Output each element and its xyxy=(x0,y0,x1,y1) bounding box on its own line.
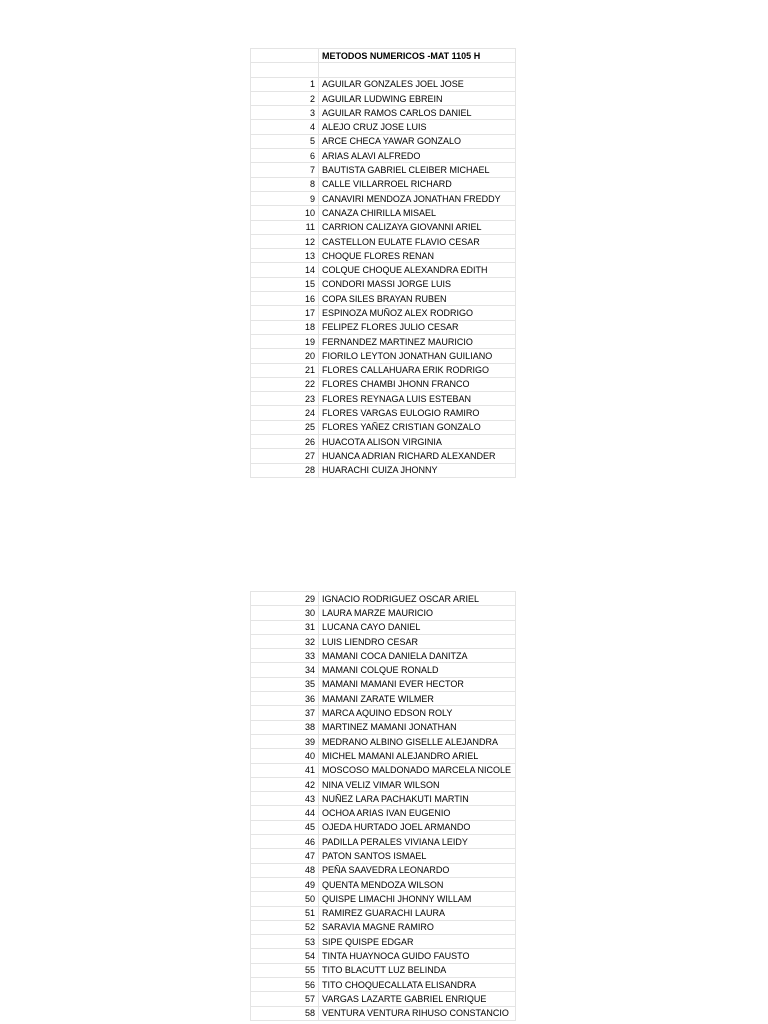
student-name: AGUILAR RAMOS CARLOS DANIEL xyxy=(319,106,516,120)
student-row xyxy=(251,206,516,220)
student-number: 44 xyxy=(251,806,319,820)
student-row xyxy=(251,234,516,248)
student-name: VENTURA VENTURA RIHUSO CONSTANCIO xyxy=(319,1006,516,1020)
student-row xyxy=(251,449,516,463)
student-row xyxy=(251,720,516,734)
student-number: 9 xyxy=(251,191,319,205)
student-number: 14 xyxy=(251,263,319,277)
student-name: CASTELLON EULATE FLAVIO CESAR xyxy=(319,234,516,248)
student-name: QUENTA MENDOZA WILSON xyxy=(319,877,516,891)
student-name: OJEDA HURTADO JOEL ARMANDO xyxy=(319,820,516,834)
student-number: 31 xyxy=(251,620,319,634)
student-row xyxy=(251,849,516,863)
student-name: CANAZA CHIRILLA MISAEL xyxy=(319,206,516,220)
student-name: ALEJO CRUZ JOSE LUIS xyxy=(319,120,516,134)
student-name: HUANCA ADRIAN RICHARD ALEXANDER xyxy=(319,449,516,463)
student-name: CANAVIRI MENDOZA JONATHAN FREDDY xyxy=(319,191,516,205)
student-number: 4 xyxy=(251,120,319,134)
student-name: ARIAS ALAVI ALFREDO xyxy=(319,149,516,163)
student-row xyxy=(251,320,516,334)
student-number: 28 xyxy=(251,463,319,477)
student-row xyxy=(251,692,516,706)
student-row xyxy=(251,992,516,1006)
student-name: VARGAS LAZARTE GABRIEL ENRIQUE xyxy=(319,992,516,1006)
student-row xyxy=(251,377,516,391)
student-name: TITO BLACUTT LUZ BELINDA xyxy=(319,963,516,977)
student-number: 27 xyxy=(251,449,319,463)
student-row xyxy=(251,749,516,763)
student-row xyxy=(251,149,516,163)
student-number: 7 xyxy=(251,163,319,177)
student-number: 16 xyxy=(251,292,319,306)
student-row xyxy=(251,420,516,434)
student-number: 45 xyxy=(251,820,319,834)
student-name: ESPINOZA MUÑOZ ALEX RODRIGO xyxy=(319,306,516,320)
student-number: 15 xyxy=(251,277,319,291)
student-name: COLQUE CHOQUE ALEXANDRA EDITH xyxy=(319,263,516,277)
student-row xyxy=(251,820,516,834)
student-row xyxy=(251,935,516,949)
student-row xyxy=(251,463,516,477)
student-row xyxy=(251,91,516,105)
student-number: 47 xyxy=(251,849,319,863)
student-number: 41 xyxy=(251,763,319,777)
student-row xyxy=(251,406,516,420)
student-number: 54 xyxy=(251,949,319,963)
student-number: 32 xyxy=(251,634,319,648)
student-number: 11 xyxy=(251,220,319,234)
student-row xyxy=(251,978,516,992)
student-row xyxy=(251,1006,516,1020)
student-name: FLORES CHAMBI JHONN FRANCO xyxy=(319,377,516,391)
student-row xyxy=(251,920,516,934)
student-name: HUARACHI CUIZA JHONNY xyxy=(319,463,516,477)
student-number: 25 xyxy=(251,420,319,434)
student-row xyxy=(251,649,516,663)
student-number: 33 xyxy=(251,649,319,663)
student-name: CONDORI MASSI JORGE LUIS xyxy=(319,277,516,291)
student-name: FLORES CALLAHUARA ERIK RODRIGO xyxy=(319,363,516,377)
student-number: 46 xyxy=(251,835,319,849)
student-row xyxy=(251,877,516,891)
blank-row xyxy=(251,63,516,77)
student-number: 8 xyxy=(251,177,319,191)
student-name: NUÑEZ LARA PACHAKUTI MARTIN xyxy=(319,792,516,806)
student-row xyxy=(251,763,516,777)
student-name: CALLE VILLARROEL RICHARD xyxy=(319,177,516,191)
student-number: 29 xyxy=(251,592,319,606)
student-number: 1 xyxy=(251,77,319,91)
student-row xyxy=(251,177,516,191)
student-number: 21 xyxy=(251,363,319,377)
student-row xyxy=(251,263,516,277)
student-name: MAMANI MAMANI EVER HECTOR xyxy=(319,677,516,691)
student-name: FLORES VARGAS EULOGIO RAMIRO xyxy=(319,406,516,420)
student-number: 57 xyxy=(251,992,319,1006)
student-name: BAUTISTA GABRIEL CLEIBER MICHAEL xyxy=(319,163,516,177)
student-number: 53 xyxy=(251,935,319,949)
student-number: 50 xyxy=(251,892,319,906)
student-row xyxy=(251,663,516,677)
student-row xyxy=(251,120,516,134)
student-name: SIPE QUISPE EDGAR xyxy=(319,935,516,949)
student-row xyxy=(251,949,516,963)
student-name: HUACOTA ALISON VIRGINIA xyxy=(319,435,516,449)
student-row xyxy=(251,277,516,291)
student-row xyxy=(251,249,516,263)
student-row xyxy=(251,306,516,320)
student-row xyxy=(251,606,516,620)
student-name: LUCANA CAYO DANIEL xyxy=(319,620,516,634)
student-row xyxy=(251,191,516,205)
student-row xyxy=(251,349,516,363)
student-name: PATON SANTOS ISMAEL xyxy=(319,849,516,863)
student-row xyxy=(251,292,516,306)
student-number: 18 xyxy=(251,320,319,334)
student-name: CARRION CALIZAYA GIOVANNI ARIEL xyxy=(319,220,516,234)
student-name: MARTINEZ MAMANI JONATHAN xyxy=(319,720,516,734)
student-row xyxy=(251,963,516,977)
student-number: 35 xyxy=(251,677,319,691)
blank-cell xyxy=(319,63,516,77)
student-row xyxy=(251,777,516,791)
student-name: MEDRANO ALBINO GISELLE ALEJANDRA xyxy=(319,734,516,748)
student-name: NINA VELIZ VIMAR WILSON xyxy=(319,777,516,791)
student-number: 40 xyxy=(251,749,319,763)
student-name: PEÑA SAAVEDRA LEONARDO xyxy=(319,863,516,877)
student-name: TINTA HUAYNOCA GUIDO FAUSTO xyxy=(319,949,516,963)
student-number: 22 xyxy=(251,377,319,391)
student-number: 3 xyxy=(251,106,319,120)
student-number: 6 xyxy=(251,149,319,163)
student-row xyxy=(251,435,516,449)
student-number: 17 xyxy=(251,306,319,320)
student-row xyxy=(251,363,516,377)
student-number: 10 xyxy=(251,206,319,220)
student-number: 12 xyxy=(251,234,319,248)
student-number: 30 xyxy=(251,606,319,620)
student-name: FELIPEZ FLORES JULIO CESAR xyxy=(319,320,516,334)
student-row xyxy=(251,163,516,177)
student-row xyxy=(251,792,516,806)
student-row xyxy=(251,220,516,234)
student-number: 24 xyxy=(251,406,319,420)
title-row xyxy=(251,49,516,63)
student-name: AGUILAR GONZALES JOEL JOSE xyxy=(319,77,516,91)
student-number: 43 xyxy=(251,792,319,806)
student-number: 2 xyxy=(251,91,319,105)
student-row xyxy=(251,620,516,634)
student-row xyxy=(251,906,516,920)
student-list-table-1 xyxy=(250,48,516,478)
student-number: 13 xyxy=(251,249,319,263)
student-list-body-1 xyxy=(251,49,516,478)
student-row xyxy=(251,592,516,606)
student-name: TITO CHOQUECALLATA ELISANDRA xyxy=(319,978,516,992)
student-number: 49 xyxy=(251,877,319,891)
student-number: 36 xyxy=(251,692,319,706)
student-name: COPA SILES BRAYAN RUBEN xyxy=(319,292,516,306)
student-row xyxy=(251,734,516,748)
student-number: 42 xyxy=(251,777,319,791)
student-name: FLORES YAÑEZ CRISTIAN GONZALO xyxy=(319,420,516,434)
student-name: RAMIREZ GUARACHI LAURA xyxy=(319,906,516,920)
student-name: FERNANDEZ MARTINEZ MAURICIO xyxy=(319,334,516,348)
student-name: OCHOA ARIAS IVAN EUGENIO xyxy=(319,806,516,820)
student-row xyxy=(251,106,516,120)
student-row xyxy=(251,835,516,849)
student-name: LAURA MARZE MAURICIO xyxy=(319,606,516,620)
student-name: MAMANI COLQUE RONALD xyxy=(319,663,516,677)
student-name: QUISPE LIMACHI JHONNY WILLAM xyxy=(319,892,516,906)
student-row xyxy=(251,77,516,91)
student-number: 5 xyxy=(251,134,319,148)
student-row xyxy=(251,134,516,148)
student-number: 37 xyxy=(251,706,319,720)
student-number: 39 xyxy=(251,734,319,748)
title-number-cell xyxy=(251,49,319,63)
student-name: MOSCOSO MALDONADO MARCELA NICOLE xyxy=(319,763,516,777)
student-number: 23 xyxy=(251,392,319,406)
student-row xyxy=(251,392,516,406)
student-number: 55 xyxy=(251,963,319,977)
student-row xyxy=(251,806,516,820)
student-number: 51 xyxy=(251,906,319,920)
student-number: 26 xyxy=(251,435,319,449)
blank-cell xyxy=(251,63,319,77)
student-number: 38 xyxy=(251,720,319,734)
student-number: 34 xyxy=(251,663,319,677)
student-name: FLORES REYNAGA LUIS ESTEBAN xyxy=(319,392,516,406)
student-name: MAMANI ZARATE WILMER xyxy=(319,692,516,706)
student-name: MICHEL MAMANI ALEJANDRO ARIEL xyxy=(319,749,516,763)
student-number: 20 xyxy=(251,349,319,363)
student-name: MAMANI COCA DANIELA DANITZA xyxy=(319,649,516,663)
student-name: AGUILAR LUDWING EBREIN xyxy=(319,91,516,105)
student-name: IGNACIO RODRIGUEZ OSCAR ARIEL xyxy=(319,592,516,606)
student-row xyxy=(251,334,516,348)
student-list-body-2 xyxy=(251,592,516,1021)
course-title: METODOS NUMERICOS -MAT 1105 H xyxy=(319,49,516,63)
student-name: FIORILO LEYTON JONATHAN GUILIANO xyxy=(319,349,516,363)
student-name: CHOQUE FLORES RENAN xyxy=(319,249,516,263)
student-list-table-2 xyxy=(250,591,516,1021)
student-name: MARCA AQUINO EDSON ROLY xyxy=(319,706,516,720)
student-row xyxy=(251,706,516,720)
student-row xyxy=(251,892,516,906)
student-number: 56 xyxy=(251,978,319,992)
student-name: LUIS LIENDRO CESAR xyxy=(319,634,516,648)
student-name: ARCE CHECA YAWAR GONZALO xyxy=(319,134,516,148)
student-row xyxy=(251,677,516,691)
student-name: SARAVIA MAGNE RAMIRO xyxy=(319,920,516,934)
student-name: PADILLA PERALES VIVIANA LEIDY xyxy=(319,835,516,849)
student-number: 58 xyxy=(251,1006,319,1020)
student-number: 19 xyxy=(251,334,319,348)
student-number: 48 xyxy=(251,863,319,877)
student-number: 52 xyxy=(251,920,319,934)
student-row xyxy=(251,863,516,877)
student-row xyxy=(251,634,516,648)
